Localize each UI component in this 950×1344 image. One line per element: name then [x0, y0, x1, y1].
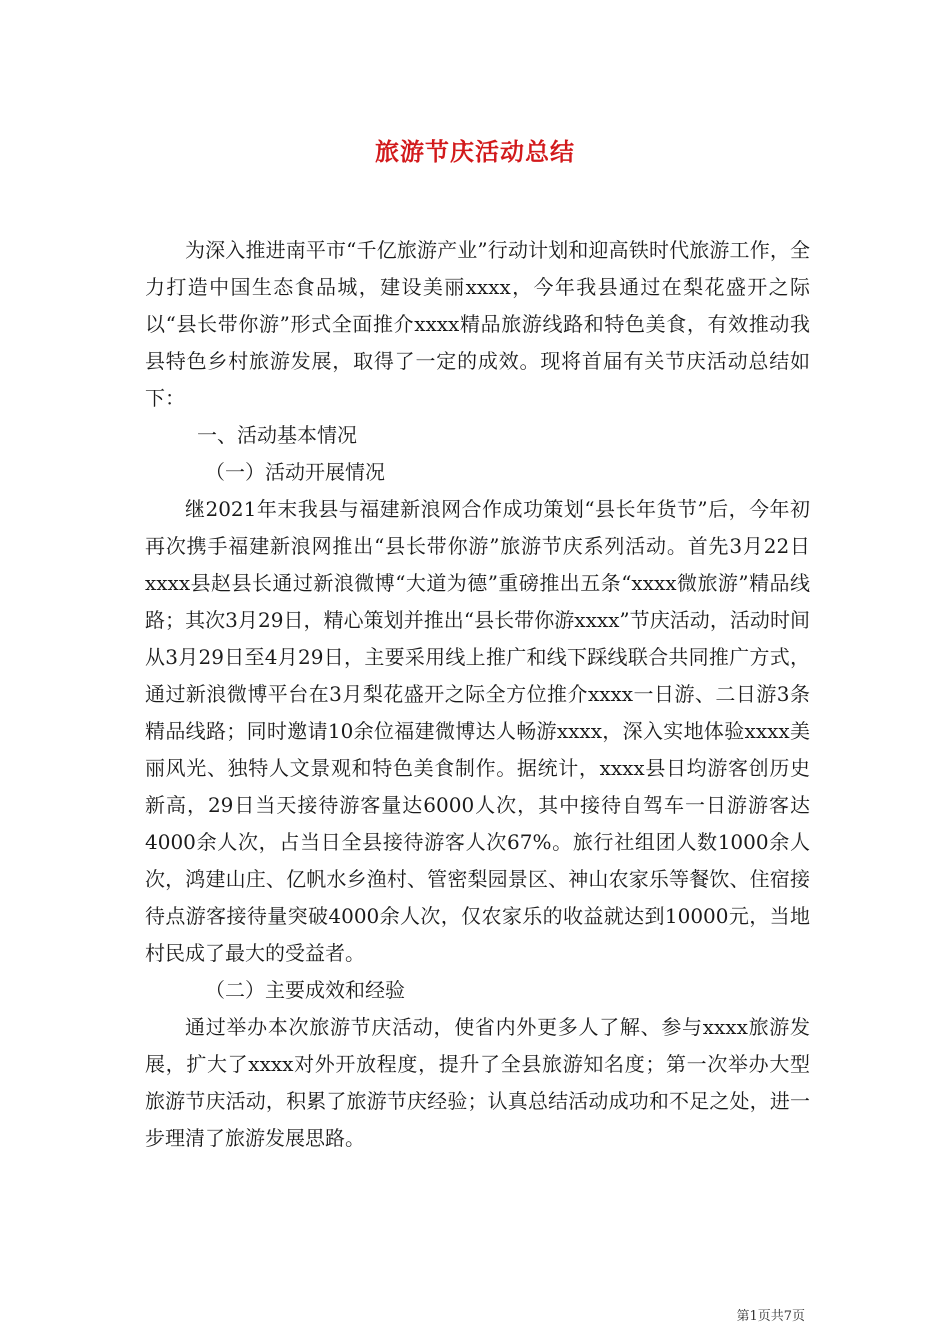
intro-paragraph: 为深入推进南平市“千亿旅游产业”行动计划和迎高铁时代旅游工作，全力打造中国生态食品城，建设美丽xxxx，今年我县通过在梨花盛开之际以“县长带你游”形式全面推介xxxx精品旅游线路和特色美食，有效推动我县特色乡村旅游发展，取得了一定的成效。现将首届有关节庆活动总结如下： [145, 238, 810, 410]
section-heading-1: 一、活动基本情况 [197, 423, 357, 447]
subsection-heading-1: （一）活动开展情况 [205, 460, 385, 484]
document-title: 旅游节庆活动总结 [375, 137, 575, 166]
page-number: 第1页共7页 [736, 1309, 805, 1324]
results-paragraph: 通过举办本次旅游节庆活动，使省内外更多人了解、参与xxxx旅游发展，扩大了xxxx对外开放程度，提升了全县旅游知名度；第一次举办大型旅游节庆活动，积累了旅游节庆经验；认真总结活动成功和不足之处，进一步理清了旅游发展思路。 [145, 1015, 810, 1150]
subsection-heading-2: （二）主要成效和经验 [205, 978, 405, 1002]
document-body [145, 232, 810, 1157]
activity-paragraph: 继2021年末我县与福建新浪网合作成功策划“县长年货节”后，今年初再次携手福建新浪网推出“县长带你游”旅游节庆系列活动。首先3月22日xxxx县赵县长通过新浪微博“大道为德”重磅推出五条“xxxx微旅游”精品线路；其次3月29日，精心策划并推出“县长带你游xxxx”节庆活动，活动时间从3月29日至4月29日，主要采用线上推广和线下踩线联合共同推广方式，通过新浪微博平台在3月梨花盛开之际全方位推介xxxx一日游、二日游3条精品线路；同时邀请10余位福建微博达人畅游xxxx，深入实地体验xxxx美丽风光、独特人文景观和特色美食制作。据统计，xxxx县日均游客创历史新高，29日当天接待游客量达6000人次，其中接待自驾车一日游游客达4000余人次，占当日全县接待游客人次67%。旅行社组团人数1000余人次，鸿建山庄、亿帆水乡渔村、管密梨园景区、神山农家乐等餐饮、住宿接待点游客接待量突破4000余人次，仅农家乐的收益就达到10000元，当地村民成了最大的受益者。 [145, 497, 810, 965]
